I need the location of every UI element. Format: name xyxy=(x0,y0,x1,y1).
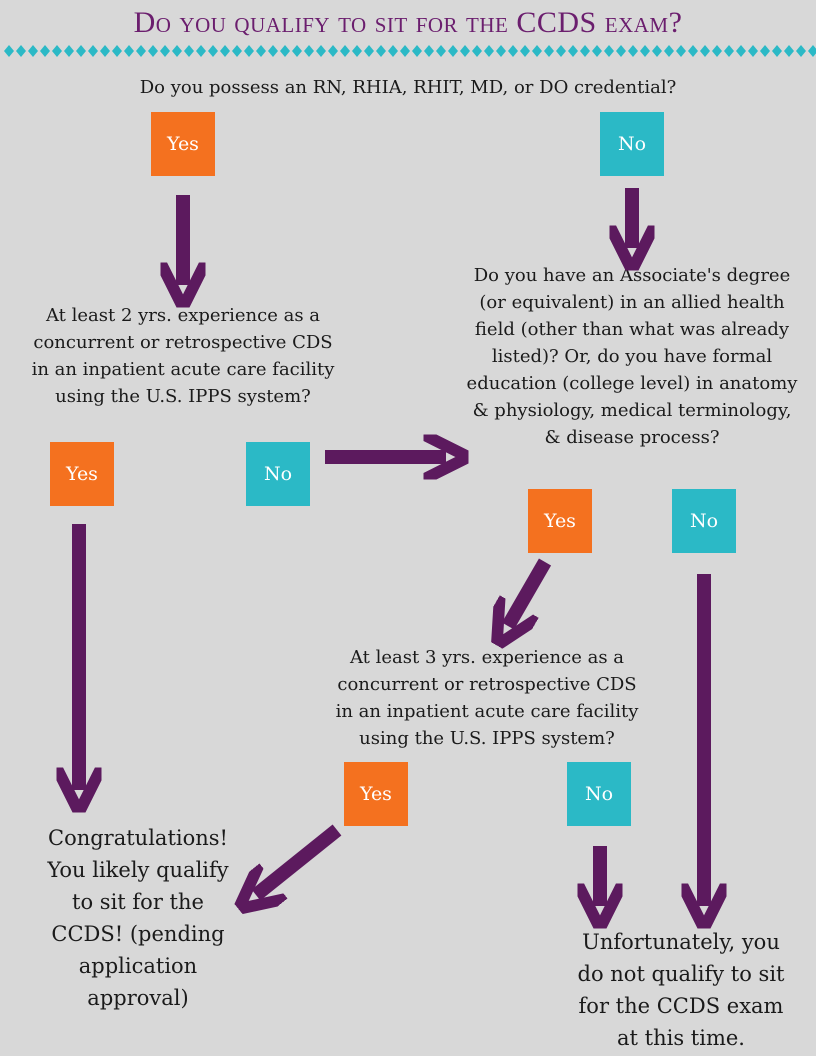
q3-yes-box: Yes xyxy=(528,489,592,553)
page-title: Do you qualify to sit for the CCDS exam? xyxy=(133,6,683,39)
result-qualify: Congratulations! You likely qualify to sit for the CCDS! (pending application approval) xyxy=(47,826,229,1010)
q1-yes-box: Yes xyxy=(151,112,215,176)
question-2yrs-experience: At least 2 yrs. experience as a concurrent or retrospective CDS in an inpatient acute care facility using the U.S. IPPS system? xyxy=(31,305,335,407)
q3-no-box: No xyxy=(672,489,736,553)
arrow-q4-yes-diag xyxy=(256,830,337,895)
question-3yrs-experience: At least 3 yrs. experience as a concurrent or retrospective CDS in an inpatient acute care facility using the U.S. IPPS system? xyxy=(335,647,639,749)
question-education: Do you have an Associate's degree (or equivalent) in an allied health field (other than what was already listed)? Or, do you have formal education (college level) in anatomy & physiology, medical terminology, & disease process? xyxy=(466,265,798,448)
q1-no-box: No xyxy=(600,112,664,176)
result-not-qualify: Unfortunately, you do not qualify to sit for the CCDS exam at this time. xyxy=(577,930,785,1050)
question-credential: Do you possess an RN, RHIA, RHIT, MD, or DO credential? xyxy=(139,77,677,98)
q4-no-box: No xyxy=(567,762,631,826)
q4-yes-box: Yes xyxy=(344,762,408,826)
q2-yes-box: Yes xyxy=(50,442,114,506)
q2-no-box: No xyxy=(246,442,310,506)
arrow-q3-yes-diag xyxy=(508,562,545,626)
